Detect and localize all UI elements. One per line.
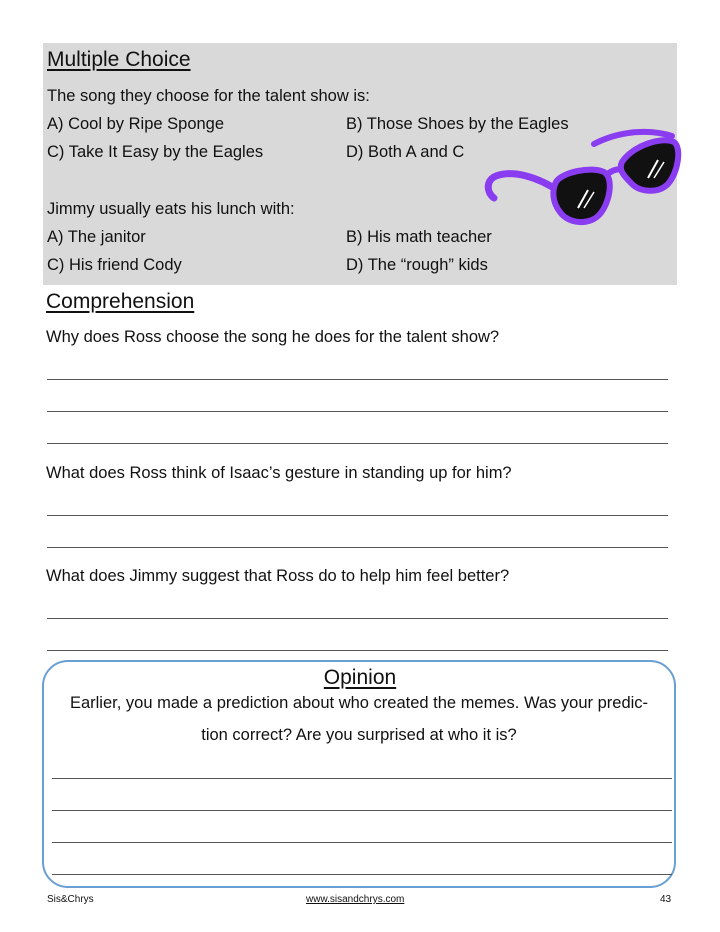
comprehension-question-3: What does Jimmy suggest that Ross do to help him feel better? (46, 567, 510, 585)
opinion-prompt-line-1: Earlier, you made a prediction about who created the memes. Was your predic- (69, 694, 649, 712)
mc-question-1: The song they choose for the talent show is: (47, 87, 370, 105)
answer-line[interactable] (47, 618, 668, 619)
answer-line[interactable] (52, 778, 672, 779)
page-number: 43 (660, 894, 672, 905)
mc-q2-option-b: B) His math teacher (346, 228, 492, 246)
answer-line[interactable] (47, 650, 668, 651)
answer-line[interactable] (47, 379, 668, 380)
mc-q1-option-b: B) Those Shoes by the Eagles (346, 115, 569, 133)
opinion-prompt-line-2: tion correct? Are you surprised at who it is? (201, 726, 517, 744)
comprehension-heading: Comprehension (46, 290, 195, 313)
answer-line[interactable] (47, 411, 668, 412)
footer-website-link[interactable]: www.sisandchrys.com (306, 894, 405, 905)
mc-q2-option-c: C) His friend Cody (47, 256, 182, 274)
mc-q1-option-c: C) Take It Easy by the Eagles (47, 143, 264, 161)
multiple-choice-heading: Multiple Choice (47, 48, 191, 71)
comprehension-question-1: Why does Ross choose the song he does for the talent show? (46, 328, 500, 346)
answer-line[interactable] (47, 515, 668, 516)
footer-brand: Sis&Chrys (47, 894, 94, 905)
mc-q2-option-a: A) The janitor (47, 228, 146, 246)
answer-line[interactable] (52, 810, 672, 811)
answer-line[interactable] (52, 874, 672, 875)
sunglasses-icon (482, 126, 682, 230)
mc-q2-option-d: D) The “rough” kids (346, 256, 488, 274)
mc-q1-option-d: D) Both A and C (346, 143, 465, 161)
mc-q1-option-a: A) Cool by Ripe Sponge (47, 115, 225, 133)
answer-line[interactable] (47, 547, 668, 548)
comprehension-question-2: What does Ross think of Isaac’s gesture in standing up for him? (46, 464, 512, 482)
answer-line[interactable] (47, 443, 668, 444)
answer-line[interactable] (52, 842, 672, 843)
mc-question-2: Jimmy usually eats his lunch with: (47, 200, 295, 218)
opinion-heading: Opinion (323, 666, 397, 689)
